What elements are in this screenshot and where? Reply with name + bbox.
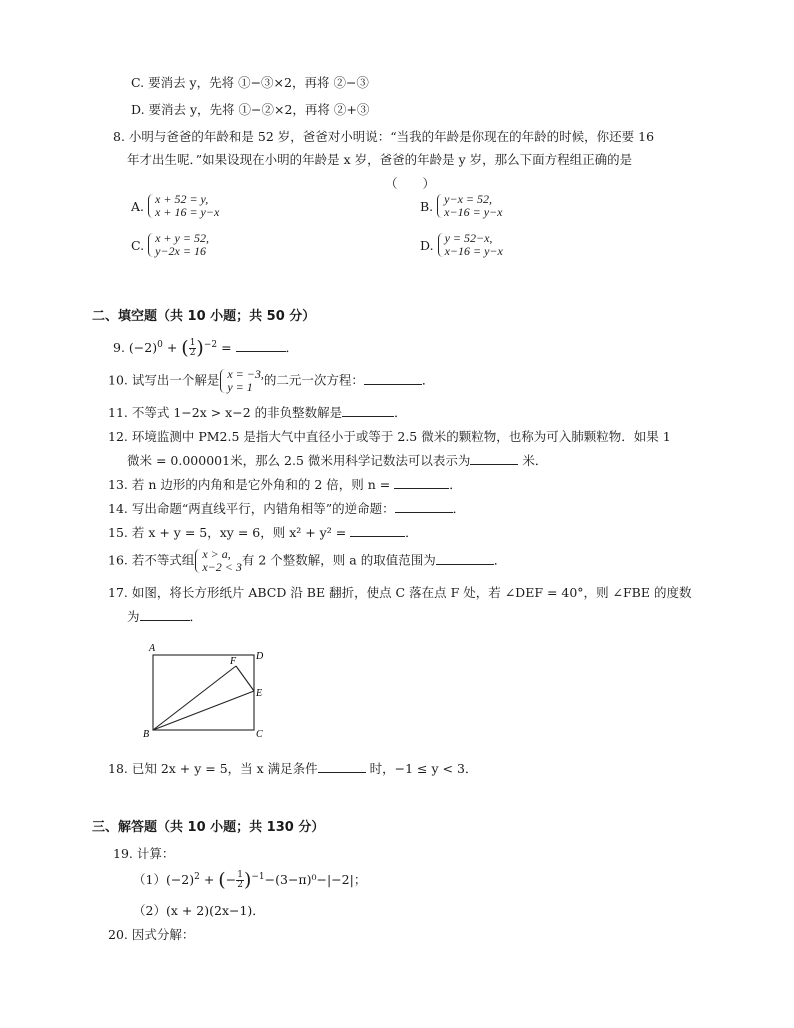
equation: x + 52 = y, xyxy=(155,192,209,206)
equation: y = 1 xyxy=(227,380,253,394)
punctuation: ． xyxy=(285,340,299,356)
segment-fe xyxy=(236,666,254,691)
q16 xyxy=(108,548,506,574)
segment-be xyxy=(153,691,254,730)
equation-system xyxy=(147,193,219,219)
equation-system xyxy=(194,548,242,574)
q12-line2 xyxy=(127,452,547,469)
question-text: 微米 = 0.000001米，那么 2.5 微米用科学记数法可以表示为 xyxy=(127,453,471,468)
label-d: D xyxy=(256,651,264,662)
equation: x−16 = y−x xyxy=(444,205,503,219)
option-label: C. xyxy=(131,237,145,253)
punctuation: ． xyxy=(493,552,507,568)
equation: x > a, xyxy=(202,547,231,561)
equation: x = −3, xyxy=(227,367,264,381)
q9 xyxy=(113,337,298,358)
q19-part1 xyxy=(133,869,366,890)
q8-line1: 8. 小明与爸爸的年龄和是 52 岁，爸爸对小明说：“当我的年龄是你现在的年龄的时候，你还要 16 xyxy=(113,129,655,144)
q19-title: 19. 计算： xyxy=(113,846,175,861)
answer-blank[interactable] xyxy=(394,476,449,489)
equation: x + 16 = y−x xyxy=(155,205,220,219)
q20-title: 20. 因式分解： xyxy=(108,927,195,942)
math-term: −(3−π)⁰−|−2|； xyxy=(264,872,367,888)
operator: + xyxy=(162,340,182,356)
exponent: 2 xyxy=(194,872,200,882)
question-text: 为 xyxy=(127,609,140,624)
equation-system xyxy=(219,368,264,394)
question-text: 10. 试写出一个解是 xyxy=(108,372,220,388)
q8-answer-paren: （ ） xyxy=(385,176,436,191)
answer-blank[interactable] xyxy=(140,608,190,621)
punctuation: ． xyxy=(452,501,466,516)
question-text: 13. 若 n 边形的内角和是它外角和的 2 倍，则 n = xyxy=(108,477,395,492)
paren-left: ( xyxy=(218,869,226,892)
answer-blank[interactable] xyxy=(436,552,494,565)
q14 xyxy=(108,500,465,517)
exponent: −1 xyxy=(251,872,265,882)
minus-sign: − xyxy=(225,872,237,888)
answer-blank[interactable] xyxy=(395,500,453,513)
operator: + xyxy=(199,872,219,888)
question-text: 的二元一次方程： xyxy=(263,372,364,388)
answer-blank[interactable] xyxy=(470,452,518,465)
denominator: 2 xyxy=(189,348,196,359)
question-text: 16. 若不等式组 xyxy=(108,552,195,568)
q8-line2: 年才出生呢．”如果设现在小明的年龄是 x 岁，爸爸的年龄是 y 岁，那么下面方程组正确的是 xyxy=(127,152,633,167)
equation: y−x = 52, xyxy=(444,192,493,206)
punctuation: ． xyxy=(421,372,435,388)
question-text: 有 2 个整数解，则 a 的取值范围为 xyxy=(241,552,436,568)
math-term: （1）(−2) xyxy=(133,872,195,888)
label-b: B xyxy=(143,729,150,740)
q10 xyxy=(108,368,434,394)
label-c: C xyxy=(256,729,263,740)
label-a: A xyxy=(149,643,156,654)
exponent: 0 xyxy=(157,340,163,350)
question-text: 时，−1 ≤ y < 3． xyxy=(365,761,478,776)
option-label: A. xyxy=(131,198,145,214)
q7-option-c: C. 要消去 y，先将 ①−③×2，再将 ②−③ xyxy=(131,75,369,90)
section-title-answer: 三、解答题（共 10 小题；共 130 分） xyxy=(92,820,325,835)
label-e: E xyxy=(256,688,263,699)
section-title-fill-blank: 二、填空题（共 10 小题；共 50 分） xyxy=(92,309,316,324)
q12-line1: 12. 环境监测中 PM2.5 是指大气中直径小于或等于 2.5 微米的颗粒物，也称为可入肺颗粒物．如果 1 xyxy=(108,429,671,444)
q11 xyxy=(108,404,407,421)
question-text: 18. 已知 2x + y = 5，当 x 满足条件 xyxy=(108,761,318,776)
denominator: 2 xyxy=(237,880,243,891)
paren-right: ) xyxy=(196,337,204,360)
rectangle-fold-figure xyxy=(140,640,270,740)
punctuation: ． xyxy=(189,609,203,624)
equation: x−2 < 3 xyxy=(202,560,242,574)
label-f: F xyxy=(230,656,237,667)
option-label: D. xyxy=(420,237,434,253)
punctuation: ． xyxy=(449,477,462,492)
q17-line1: 17. 如图，将长方形纸片 ABCD 沿 BE 翻折，使点 C 落在点 F 处，若 ∠DEF = 40°，则 ∠FBE 的度数 xyxy=(108,585,692,600)
answer-blank[interactable] xyxy=(318,760,366,773)
math-term: (−2) xyxy=(128,340,158,356)
answer-blank[interactable] xyxy=(364,372,422,385)
equation-system xyxy=(436,193,502,219)
q8-option-c xyxy=(131,232,209,258)
q19-part2: （2）(x + 2)(2x−1)． xyxy=(133,903,265,918)
equation: y = 52−x, xyxy=(444,231,493,245)
equation-system xyxy=(437,232,503,258)
q18 xyxy=(108,760,477,777)
paren-left: ( xyxy=(181,337,189,360)
segment-bf xyxy=(153,666,236,730)
q17-line2 xyxy=(127,608,202,625)
q13 xyxy=(108,476,462,493)
q7-option-d: D. 要消去 y，先将 ①−②×2，再将 ②+③ xyxy=(131,102,370,117)
answer-blank[interactable] xyxy=(350,524,405,537)
question-text: 11. 不等式 1−2x > x−2 的非负整数解是 xyxy=(108,405,343,420)
equation: y−2x = 16 xyxy=(155,244,206,258)
q15 xyxy=(108,524,418,541)
operator: = xyxy=(217,340,236,356)
equation-system xyxy=(147,232,209,258)
exponent: −2 xyxy=(203,340,218,350)
punctuation: ． xyxy=(394,405,407,420)
answer-blank[interactable] xyxy=(342,404,394,417)
numerator: 1 xyxy=(237,870,243,881)
question-text: 米． xyxy=(518,453,548,468)
fraction xyxy=(236,871,244,890)
numerator: 1 xyxy=(189,338,196,349)
q8-option-a xyxy=(131,193,219,219)
equation: x−16 = y−x xyxy=(444,244,503,258)
q8-option-b xyxy=(420,193,502,219)
answer-blank[interactable] xyxy=(236,339,286,352)
question-text: 15. 若 x + y = 5，xy = 6，则 x² + y² = xyxy=(108,525,351,540)
option-label: B. xyxy=(420,198,434,214)
question-text: 14. 写出命题“两直线平行，内错角相等”的逆命题： xyxy=(108,501,395,516)
question-number: 9. xyxy=(113,340,125,356)
paren-right: ) xyxy=(243,869,252,892)
equation: x + y = 52, xyxy=(155,231,209,245)
punctuation: ． xyxy=(405,525,418,540)
q8-option-d xyxy=(420,232,503,258)
